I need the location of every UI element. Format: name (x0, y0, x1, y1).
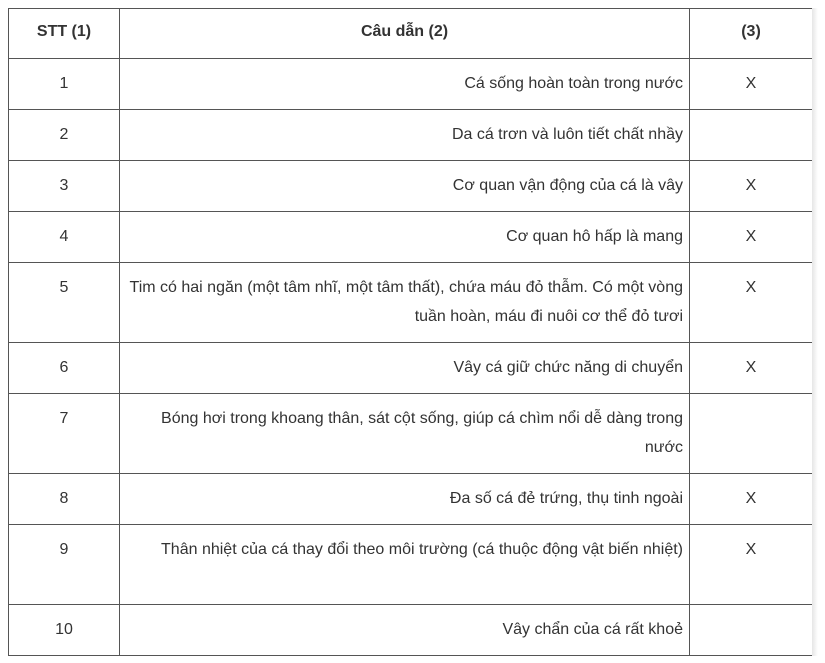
row-mark: X (690, 474, 813, 525)
row-number: 5 (9, 263, 120, 343)
row-mark: X (690, 525, 813, 605)
table-row (9, 59, 813, 110)
table-row (9, 212, 813, 263)
row-number: 9 (9, 525, 120, 605)
row-number: 1 (9, 59, 120, 110)
row-mark: X (690, 263, 813, 343)
table-row (9, 110, 813, 161)
row-number: 3 (9, 161, 120, 212)
row-mark: X (690, 161, 813, 212)
row-statement: Bóng hơi trong khoang thân, sát cột sống, giúp cá chìm nổi dễ dàng trong nước (120, 394, 690, 474)
row-mark (690, 605, 813, 656)
row-mark (690, 110, 813, 161)
table-row (9, 263, 813, 343)
header-cau-dan: Câu dẫn (2) (120, 9, 690, 59)
row-statement: Tim có hai ngăn (một tâm nhĩ, một tâm thất), chứa máu đỏ thẫm. Có một vòng tuần hoàn, máu đi nuôi cơ thể đỏ tươi (120, 263, 690, 343)
row-statement: Vây chẩn của cá rất khoẻ (120, 605, 690, 656)
row-mark: X (690, 343, 813, 394)
row-statement: Đa số cá đẻ trứng, thụ tinh ngoài (120, 474, 690, 525)
row-mark: X (690, 212, 813, 263)
table-row (9, 605, 813, 656)
table-row (9, 525, 813, 605)
table-row (9, 474, 813, 525)
row-number: 6 (9, 343, 120, 394)
row-mark: X (690, 59, 813, 110)
header-stt: STT (1) (9, 9, 120, 59)
row-number: 10 (9, 605, 120, 656)
fish-characteristics-table (8, 8, 813, 656)
row-number: 4 (9, 212, 120, 263)
row-statement: Da cá trơn và luôn tiết chất nhầy (120, 110, 690, 161)
header-mark: (3) (690, 9, 813, 59)
row-statement: Cơ quan vận động của cá là vây (120, 161, 690, 212)
table-header-row (9, 9, 813, 59)
row-mark (690, 394, 813, 474)
row-statement: Vây cá giữ chức năng di chuyển (120, 343, 690, 394)
row-statement: Cá sống hoàn toàn trong nước (120, 59, 690, 110)
row-statement: Thân nhiệt của cá thay đổi theo môi trường (cá thuộc động vật biến nhiệt) (120, 525, 690, 605)
table-row (9, 161, 813, 212)
row-number: 2 (9, 110, 120, 161)
row-number: 7 (9, 394, 120, 474)
table-row (9, 394, 813, 474)
page-edge-shadow (812, 8, 818, 656)
row-statement: Cơ quan hô hấp là mang (120, 212, 690, 263)
table-row (9, 343, 813, 394)
row-number: 8 (9, 474, 120, 525)
